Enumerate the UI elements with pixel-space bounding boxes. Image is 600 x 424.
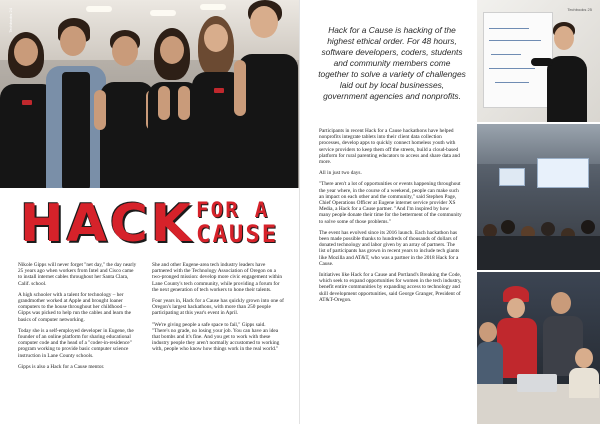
paragraph: "There aren't a lot of opportunities or events happening throughout the year where, in the course of a weekend, people can make such an impact on each other and the community," said Stephen Page, Chief Operations Officer at Eugene internet service provider XS Media, a Hack for a Cause partner. "And I'm inspired by how many people donate their time for the betterment of the community to solve some of those problems.": [319, 181, 462, 225]
article-title: [18, 194, 288, 254]
paragraph: She and other Eugene-area tech industry leaders have partnered with the Technology Association of Oregon on a two-pronged mission: develop more civic engagement within Lane County's tech community, while providing a forum for the next generation of tech workers to hone their talents.: [152, 262, 283, 293]
paragraph: Nikole Gipps will never forget "net day," the day nearly 25 years ago when workers from Intel and Cisco came to install internet cables throughout her Santa Clara, Calif. school.: [18, 262, 137, 287]
paragraph: Four years in, Hack for a Cause has quickly grown into one of Oregon's largest hackathons, with more than 250 people participating at this year's event in April.: [152, 298, 284, 317]
presenter-photo: [477, 0, 600, 122]
team-photo: [0, 0, 300, 188]
title-cause: CAUSE: [196, 220, 279, 248]
paragraph: All in just two days.: [319, 170, 362, 177]
page-folio-right: Techbooks 25: [567, 7, 592, 12]
title-for-a: FOR A: [196, 198, 270, 222]
workshop-photo: [477, 272, 600, 424]
body-column-b: [152, 262, 284, 358]
paragraph: Today she is a self-employed developer in Eugene, the founder of an online platform for sharing educational computer code and the head of a "coder-in-residence" program working to provide basic computer science instruction in Lane County schools.: [18, 327, 134, 359]
body-column-c: [319, 128, 462, 308]
audience-photo: [477, 124, 600, 270]
paragraph: Participants in recent Hack for a Cause hackathons have helped nonprofits integrate tablets into their client data collection processes, develop apps to quickly connect homeless youth with service providers to keep them off the streets, build a cloud-based platform for rural parenting educators to access and share data and more.: [319, 128, 460, 166]
right-page: [300, 0, 600, 424]
pull-quote: Hack for a Cause is hacking of the highest ethical order. For 48 hours, software developers, coders, students and community members come together to solve a variety of challenges laid out by local businesses, government agencies and nonprofits.: [318, 25, 466, 101]
page-folio-left: Techbooks 24: [8, 8, 13, 33]
paragraph: Gipps is also a Hack for a Cause mentor.: [18, 363, 105, 370]
paragraph: The event has evolved since its 2016 launch. Each hackathon has been made possible thanks to hundreds of thousands of dollars of donated technology and labor given by an array of partners. The list of participants has grown in recent years to include tech giants like Mozilla and AT&T, who was a partner in the 2018 Hack for a Cause.: [319, 229, 460, 267]
paragraph: Initiatives like Hack for a Cause and Portland's Breaking the Code, which seek to expand opportunities for women in the tech industry, benefit entire communities by expanding access to technology and skill development opportunities, said George Granger, President of AT&T-Oregon.: [319, 272, 462, 303]
paragraph: "We're giving people a safe space to fail," Gipps said. "There's no grade, no losing your job. You can have an idea that bombs and it's fine. And you get to work with these industry people they aren't normally accustomed to working with, people who know how things work in the real world.": [152, 321, 280, 353]
title-hack: HACK: [20, 194, 195, 254]
paragraph: A high schooler with a talent for technology – her grandmother worked at Apple and brought loaner computers to the house throughout her childhood – Gipps was picked to help run the cables and learn the basics of computer networking.: [18, 291, 131, 323]
body-column-a: [18, 262, 138, 375]
